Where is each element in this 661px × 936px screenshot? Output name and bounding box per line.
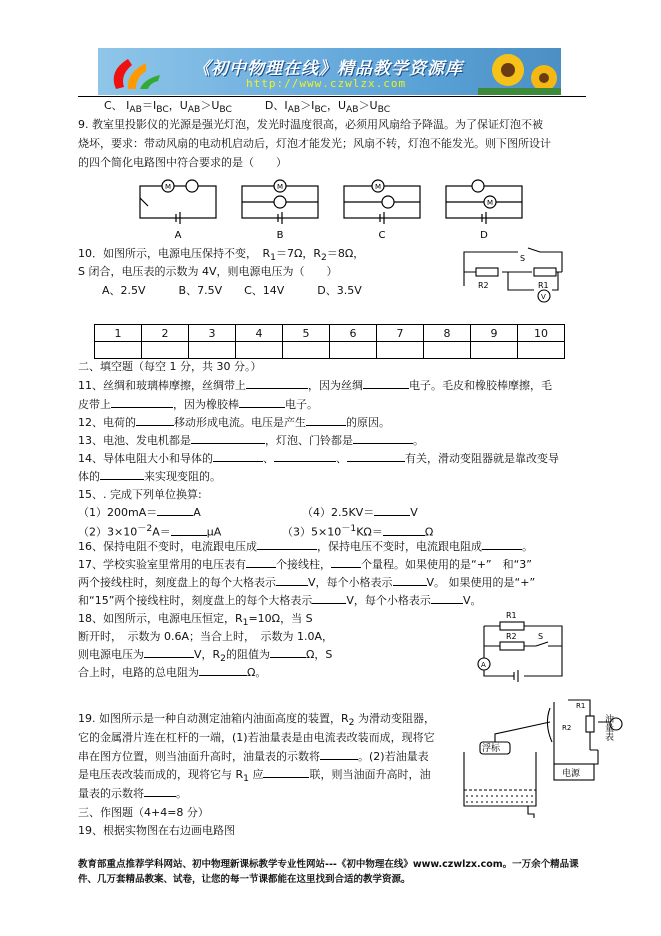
- answer-cell[interactable]: [283, 342, 330, 359]
- q18-line3: 则电源电压为 V，$R_2$的阻值为 Ω，S: [78, 648, 333, 665]
- q16: 16、保持电阻不变时，电流跟电压成 ，保持电压不变时，电流跟电阻成 。: [78, 540, 533, 553]
- q9-line1: 9. 教室里投影仪的光源是强光灯泡，发光时温度很高，必须用风扇给予降温。为了保证灯泡不被: [78, 118, 543, 131]
- q19-line5: 量表的示数将 。: [78, 787, 187, 800]
- header-rule: [78, 96, 586, 97]
- svg-text:M: M: [276, 183, 284, 191]
- q14-line1: 14、导体电阻大小和导体的 、 、 有关，滑动变阻器就是靠改变导: [78, 452, 559, 465]
- answer-cell-num: 4: [236, 325, 283, 342]
- footer-line2: 件、几万套精品教案、试卷，让您的每一节课都能在这里找到合适的教学资源。: [78, 874, 411, 885]
- q9-label-d: D: [480, 230, 488, 240]
- q13: 13、电池、发电机都是 ，灯泡、门铃都是 。: [78, 434, 424, 447]
- answer-cell[interactable]: [236, 342, 283, 359]
- q19-r2-label: R2: [562, 724, 572, 732]
- q19-drawing-task: 19、根据实物图在右边画电路图: [78, 824, 235, 837]
- q9-line3: 的四个简化电路图中符合要求的是（ ）: [78, 156, 287, 169]
- section2-title: 二、填空题（每空 1 分，共 30 分。）: [78, 360, 262, 373]
- q15-2: $(2)3\times 10^{-2}A= \mu A$: [78, 523, 222, 539]
- answer-table-header: [95, 325, 565, 342]
- q18-r2-label: R2: [506, 632, 517, 641]
- q15-4: （4）2.5KV＝ V: [302, 506, 418, 519]
- svg-text:M: M: [164, 183, 172, 191]
- q18-circuit: [474, 608, 574, 690]
- banner-url: http://www.czwlzx.com: [246, 77, 407, 90]
- q10-s-label: S: [520, 254, 526, 263]
- answer-cell-num: 6: [330, 325, 377, 342]
- q15-3: $(3)5\times 10^{-1}K\Omega= \Omega$: [282, 523, 434, 539]
- q18-r1-label: R1: [506, 611, 517, 620]
- answer-cell[interactable]: [189, 342, 236, 359]
- q14-line2: 体的 来实现变阻的。: [78, 470, 221, 483]
- q9-label-b: B: [276, 230, 284, 240]
- answer-cell-num: 5: [283, 325, 330, 342]
- q18-a-label: A: [481, 661, 486, 669]
- svg-text:M: M: [374, 183, 382, 191]
- q17-line1: 17、学校实验室里常用的电压表有 个接线柱， 个量程。如果使用的是“+” 和“3”: [78, 558, 533, 571]
- q18-line4: 合上时，电路的总电阻为 Ω。: [78, 666, 267, 679]
- q19-line4: 是电压表改装而成的，现将它与 $R_1$ 应 联，则当油面升高时，油: [78, 768, 431, 785]
- answer-cell-num: 2: [142, 325, 189, 342]
- q15-1: （1）200mA＝ A: [78, 506, 201, 519]
- q10-circuit: [458, 244, 568, 310]
- q19-oil-gauge-diagram: [458, 694, 628, 822]
- q18-line1: 18、如图所示，电源电压恒定，$R_1=10\Omega$，当 S: [78, 612, 313, 629]
- q19-float-label: 浮标: [482, 744, 501, 754]
- answer-cell-num: 9: [471, 325, 518, 342]
- answer-cell[interactable]: [142, 342, 189, 359]
- answer-cell[interactable]: [95, 342, 142, 359]
- q18-line2: 断开时， 示数为 0.6A；当合上时， 示数为 1.0A，: [78, 630, 334, 643]
- answer-table-blank-row: [95, 342, 565, 359]
- q10-v-label: V: [541, 293, 546, 301]
- answer-cell-num: 10: [518, 325, 565, 342]
- answer-cell-num: 7: [377, 325, 424, 342]
- q17-line3: 和“15”两个接线柱时，刻度盘上的每个大格表示 V，每个小格表示 V。: [78, 594, 482, 607]
- answer-cell[interactable]: [424, 342, 471, 359]
- footer-line1: 教育部重点推荐学科网站、初中物理新课标教学专业性网站---《初中物理在线》www.czwlzx.com。一万余个精品课: [78, 859, 579, 870]
- q19-meter-label: 油量表: [603, 714, 613, 741]
- q9-label-a: A: [174, 230, 182, 240]
- q18-s-label: S: [538, 632, 544, 641]
- q15-title: 15、. 完成下列单位换算:: [78, 488, 202, 501]
- svg-text:M: M: [486, 199, 494, 207]
- q19-r1-label: R1: [576, 702, 586, 710]
- sunflower-image: [478, 48, 561, 95]
- answer-cell-num: 1: [95, 325, 142, 342]
- answer-cell[interactable]: [518, 342, 565, 359]
- q11-line2: 皮带上 ，因为橡胶棒 电子。: [78, 398, 318, 411]
- q19-power-label: 电源: [562, 769, 581, 779]
- banner-title: 《初中物理在线》精品教学资源库: [193, 59, 463, 79]
- q8-options: C、 $I_{AB}=I_{BC}$，$U_{AB}>U_{BC}$ D、$I_{AB}>I_{BC}$，$U_{AB}>U_{BC}$: [104, 99, 391, 116]
- q9-line2: 烧坏，要求：带动风扇的电动机启动后，灯泡才能发光；风扇不转，灯泡不能发光。则下图所设计: [78, 137, 551, 150]
- q10-r2-label: R2: [478, 281, 489, 290]
- answer-cell[interactable]: [377, 342, 424, 359]
- q19-line2: 它的金属滑片连在杠杆的一端，(1)若油量表是由电流表改装而成，现将它: [78, 731, 435, 744]
- logo-icon: [106, 51, 166, 93]
- q19-line1: 19. 如图所示是一种自动测定油箱内油面高度的装置，$R_2$ 为滑动变阻器，: [78, 712, 435, 729]
- q17-line2: 两个接线柱时，刻度盘上的每个大格表示 V，每个小格表示 V。 如果使用的是“+”: [78, 576, 536, 589]
- q19-line3: 串在图方位置，则当油面升高时，油量表的示数将 。(2)若油量表: [78, 750, 429, 763]
- q12: 12、电荷的 移动形成电流。电压是产生 的原因。: [78, 416, 390, 429]
- answer-cell-num: 3: [189, 325, 236, 342]
- q10-line1: 10．如图所示，电源电压保持不变， $R_1=7\Omega$，$R_2=8\Omega$，: [78, 247, 365, 264]
- answer-cell[interactable]: [471, 342, 518, 359]
- answer-cell-num: 8: [424, 325, 471, 342]
- answer-table: [94, 324, 565, 359]
- answer-cell[interactable]: [330, 342, 377, 359]
- q10-r1-label: R1: [538, 281, 549, 290]
- q10-options: A、2.5V B、7.5V C、14V D、3.5V: [102, 284, 362, 297]
- q11-line1: 11、丝绸和玻璃棒摩擦，丝绸带上 ，因为丝绸 电子。毛皮和橡胶棒摩擦，毛: [78, 379, 552, 392]
- q10-line2: S 闭合，电压表的示数为 4V，则电源电压为（ ）: [78, 265, 338, 278]
- section3-title: 三、作图题（4+4=8 分）: [78, 806, 209, 819]
- header-banner: [98, 48, 561, 95]
- q9-label-c: C: [378, 230, 386, 240]
- q9-circuit-options: [130, 178, 530, 240]
